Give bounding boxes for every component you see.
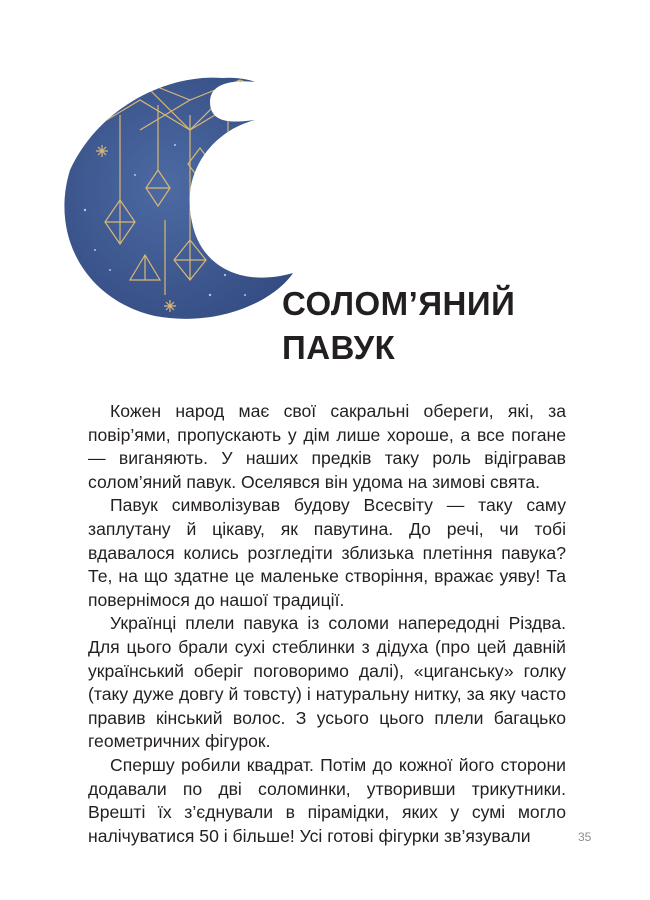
paragraph: Спершу робили квадрат. Потім до кожної його сторони додавали по дві соломинки, утворивши трикутники. Врешті їх з’єднували в пірамідки, яких у сумі могло налічуватися 50 і більше! Усі готові фігурки зв’язували <box>88 754 566 846</box>
paragraph: Кожен народ має свої сакральні обереги, які, за повір’ями, пропускають у дім лише хороше, а все погане — виганяють. У наших предків таку роль відігравав солом’яний павук. Оселявся він удома на зимові свята. <box>88 401 566 492</box>
page-number: 35 <box>578 830 592 844</box>
chapter-title-line-2: ПАВУК <box>282 329 396 366</box>
chapter-title-line-1: СОЛОМ’ЯНИЙ <box>282 285 516 322</box>
body-text <box>88 400 566 848</box>
paragraph: Павук символізував будову Всесвіту — таку саму заплутану й цікаву, як павутина. До речі, чи тобі вдавалося колись розгледіти зблизька плетіння павука? Те, на що здатне це маленьке створіння, вражає уяву! Та повернімося до нашої традиції. <box>88 495 566 610</box>
chapter-title <box>282 282 515 370</box>
paragraph: Українці плели павука із соломи напередодні Різдва. Для цього брали сухі стеблинки з дідуха (про цей давній український оберіг поговоримо далі), «циганську» голку (таку дуже довгу й товсту) і натуральну нитку, за яку часто правив кінський волос. З усього цього плели багацько геометричних фігурок. <box>88 613 566 752</box>
decorated-letter-c-icon <box>50 60 310 330</box>
